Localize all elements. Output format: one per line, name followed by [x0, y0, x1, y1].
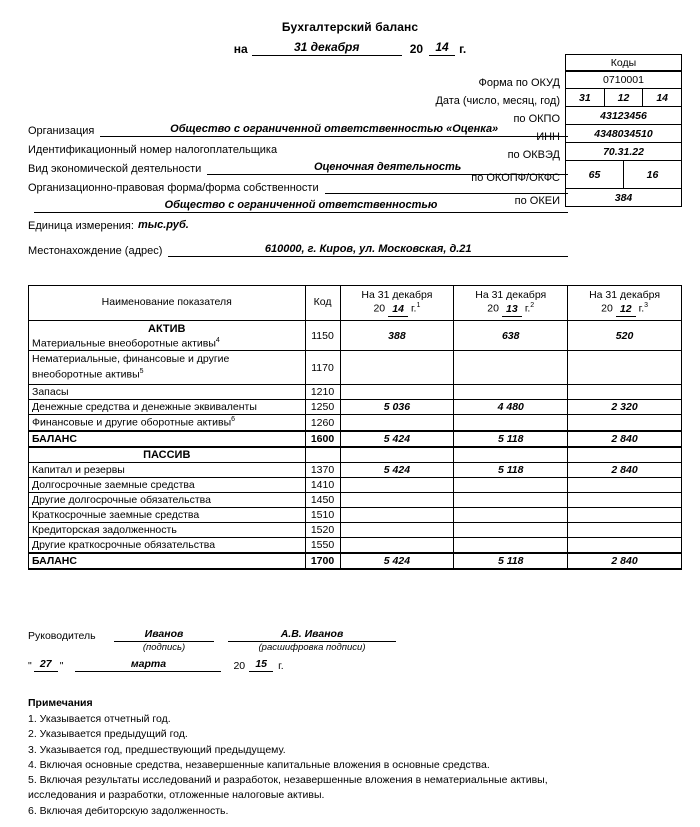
- signature-caption: (подпись): [142, 642, 186, 653]
- codes-row-okpo: [566, 106, 681, 124]
- table-row: [29, 492, 682, 507]
- row-value-2: 5 118: [454, 462, 568, 477]
- note-item: 2. Указывается предыдущий год.: [28, 728, 188, 741]
- row-value-1: [340, 477, 454, 492]
- row-value-3: 2 840: [568, 462, 682, 477]
- sign-year-value: 15: [249, 658, 273, 672]
- row-code: 1250: [305, 400, 340, 415]
- header-col3: [568, 286, 682, 321]
- row-value-1: 5 424: [340, 462, 454, 477]
- row-name: [29, 477, 306, 492]
- date-day-value: 31: [578, 91, 591, 104]
- row-value-3: 520: [568, 320, 682, 351]
- row-value-2: [454, 477, 568, 492]
- taxpayer-id-label: Идентификационный номер налогоплательщика: [28, 144, 278, 156]
- table-row: [29, 522, 682, 537]
- note-item: 4. Включая основные средства, незавершенные капитальные вложения в основные средства.: [28, 758, 490, 771]
- row-value-1: [340, 537, 454, 553]
- note-item: 3. Указывается год, предшествующий предыдущему.: [28, 743, 286, 756]
- table-row: [29, 415, 682, 431]
- row-name: [29, 537, 306, 553]
- row-code: [305, 447, 340, 463]
- table-row: [29, 537, 682, 553]
- header-col3-year: 12: [616, 303, 636, 317]
- row-code: 1410: [305, 477, 340, 492]
- row-value-2: [454, 492, 568, 507]
- row-name: [29, 415, 306, 431]
- codes-row-date: [566, 88, 681, 106]
- row-name-text: Запасы: [32, 386, 69, 399]
- header-col2-prefix: 20: [487, 302, 499, 315]
- row-value-3: 2 840: [568, 431, 682, 447]
- table-row: [29, 553, 682, 569]
- report-year-value: 14: [429, 40, 455, 56]
- header-col2-suffix: г.: [524, 302, 531, 315]
- header-col1: [340, 286, 454, 321]
- notes-title: Примечания: [28, 697, 93, 709]
- row-name-text: Долгосрочные заемные средства: [32, 478, 195, 491]
- inn-label: ИНН: [536, 131, 560, 143]
- row-value-1: [340, 522, 454, 537]
- okopf-value: 65: [588, 168, 601, 181]
- address-line: [28, 238, 568, 257]
- table-row: [29, 507, 682, 522]
- name-caption: (расшифровка подписи): [258, 642, 366, 653]
- row-code: 1700: [305, 553, 340, 569]
- table-row: [29, 400, 682, 415]
- activity-line: [28, 156, 568, 175]
- row-name-text: БАЛАНС: [32, 554, 77, 567]
- row-value-3: [568, 477, 682, 492]
- codes-row-okopf: [566, 160, 681, 188]
- signature-date-row: [28, 658, 448, 672]
- row-value-3: [568, 507, 682, 522]
- note-item: исследования и разработки, отложенные налоговые активы.: [28, 789, 325, 802]
- row-value-3: [568, 415, 682, 431]
- row-value-3: [568, 385, 682, 400]
- signature-captions: [28, 642, 448, 653]
- quote-open: ": [28, 660, 32, 672]
- row-value-1: [340, 351, 454, 385]
- header-col2-footnote: 2: [530, 302, 535, 310]
- table-row: [29, 385, 682, 400]
- row-name-text: Другие долгосрочные обязательства: [32, 493, 211, 506]
- row-name: [29, 492, 306, 507]
- row-code: 1150: [305, 320, 340, 351]
- row-footnote-marker: 6: [231, 416, 236, 424]
- okpo-value: 43123456: [600, 109, 647, 122]
- row-value-2: [454, 415, 568, 431]
- header-col1-prefix: 20: [373, 302, 386, 315]
- row-name-text: Денежные средства и денежные эквиваленты: [32, 401, 257, 414]
- note-item: 1. Указывается отчетный год.: [28, 713, 171, 726]
- row-name: [29, 351, 306, 385]
- taxpayer-id-line: [28, 137, 568, 156]
- legal-form-value-line: [28, 194, 568, 213]
- row-name: [29, 385, 306, 400]
- sign-day-value: 27: [34, 658, 58, 672]
- header-col3-footnote: 3: [644, 302, 649, 310]
- row-code: 1550: [305, 537, 340, 553]
- row-code: 1210: [305, 385, 340, 400]
- year-suffix-label: г.: [459, 42, 467, 56]
- okei-label: по ОКЕИ: [514, 195, 560, 207]
- row-value-1: 5 036: [340, 400, 454, 415]
- table-row: [29, 431, 682, 447]
- role-label: Руководитель: [28, 630, 96, 642]
- row-name-text: Капитал и резервы: [32, 463, 125, 476]
- balance-table: [28, 285, 682, 570]
- row-value-2: 5 118: [454, 553, 568, 569]
- row-code: 1510: [305, 507, 340, 522]
- row-name-text: Нематериальные, финансовые и другие внеоборотные активы: [32, 353, 230, 381]
- row-code: 1520: [305, 522, 340, 537]
- quote-close: ": [59, 660, 64, 672]
- header-col3-line1: На 31 декабря: [589, 289, 661, 301]
- codes-row-okei: [566, 188, 681, 206]
- codes-row-okud: [566, 71, 681, 88]
- organization-info: [28, 118, 568, 257]
- row-code: 1370: [305, 462, 340, 477]
- sign-month-value: марта: [75, 658, 221, 672]
- row-code: 1600: [305, 431, 340, 447]
- note-item: 6. Включая дебиторскую задолженность.: [28, 804, 229, 817]
- row-name-text: Краткосрочные заемные средства: [32, 508, 200, 521]
- sign-year-prefix: 20: [233, 660, 246, 672]
- address-label: Местонахождение (адрес): [28, 245, 163, 257]
- unit-value: тыс.руб.: [137, 219, 189, 231]
- header-col3-suffix: г.: [638, 302, 645, 315]
- signature-row: [28, 628, 448, 642]
- row-name: [29, 336, 306, 351]
- row-name-text: Материальные внеоборотные активы: [32, 337, 216, 350]
- header-col2: [454, 286, 568, 321]
- date-year-value: 14: [642, 89, 681, 106]
- row-value-3: [568, 522, 682, 537]
- row-value-1: [340, 492, 454, 507]
- okved-value: 70.31.22: [603, 145, 644, 158]
- header-col1-line1: На 31 декабря: [361, 289, 433, 301]
- date-label: Дата (число, месяц, год): [435, 95, 560, 107]
- row-value-2: [454, 447, 568, 463]
- activity-label: Вид экономической деятельности: [28, 163, 202, 175]
- row-value-2: [454, 385, 568, 400]
- okved-label: по ОКВЭД: [507, 149, 560, 161]
- row-name-text: Финансовые и другие оборотные активы: [32, 416, 232, 429]
- row-name: [29, 507, 306, 522]
- row-value-3: [568, 447, 682, 463]
- notes-block: [28, 696, 668, 819]
- year-prefix-label: 20: [409, 42, 424, 56]
- row-value-2: [454, 507, 568, 522]
- legal-form-value: Общество с ограниченной ответственностью: [34, 199, 568, 213]
- header-col3-prefix: 20: [601, 302, 613, 315]
- table-header-row: [29, 286, 682, 321]
- row-value-2: [454, 351, 568, 385]
- header-col2-year: 13: [502, 303, 522, 317]
- codes-row-okved: [566, 142, 681, 160]
- okfs-value: 16: [623, 161, 681, 188]
- table-body: [29, 320, 682, 569]
- table-row: [29, 447, 682, 463]
- liability-section-cell: ПАССИВ: [29, 447, 306, 463]
- asset-section-cell: АКТИВ: [29, 320, 306, 336]
- date-month-value: 12: [604, 89, 643, 106]
- sign-year-suffix: г.: [278, 660, 284, 672]
- header-col2-line1: На 31 декабря: [475, 289, 547, 301]
- codes-caption: Коды: [565, 54, 682, 71]
- row-value-3: [568, 351, 682, 385]
- row-code: 1170: [305, 351, 340, 385]
- row-name-text: БАЛАНС: [32, 432, 77, 445]
- unit-line: [28, 213, 568, 232]
- signer-name-value: А.В. Иванов: [228, 628, 396, 642]
- header-name: Наименование показателя: [29, 286, 306, 321]
- row-value-3: 2 840: [568, 553, 682, 569]
- note-item: 5. Включая результаты исследований и разработок, незавершенные вложения в нематериальные активы,: [28, 774, 548, 787]
- row-footnote-marker: 4: [215, 336, 220, 344]
- okopf-label: по ОКОПФ/ОКФС: [471, 172, 560, 184]
- unit-label: Единица измерения:: [28, 220, 134, 232]
- row-value-2: [454, 537, 568, 553]
- row-code: 1450: [305, 492, 340, 507]
- table-row: [29, 462, 682, 477]
- row-value-3: [568, 492, 682, 507]
- organization-value: Общество с ограниченной ответственностью «Оценка»: [100, 123, 568, 137]
- row-name: [29, 522, 306, 537]
- signature-block: [28, 628, 448, 672]
- codes-row-inn: [566, 124, 681, 142]
- signature-value: Иванов: [114, 628, 214, 642]
- address-value: 610000, г. Киров, ул. Московская, д.21: [168, 243, 568, 257]
- row-value-2: 4 480: [454, 400, 568, 415]
- table-row: [29, 477, 682, 492]
- row-value-3: [568, 537, 682, 553]
- row-footnote-marker: 5: [139, 368, 144, 375]
- row-value-1: [340, 507, 454, 522]
- okei-value: 384: [614, 191, 633, 204]
- row-value-1: 5 424: [340, 431, 454, 447]
- row-name-text: Кредиторская задолженность: [32, 523, 177, 536]
- row-name: [29, 553, 306, 569]
- report-date-value: 31 декабря: [252, 40, 402, 56]
- inn-value: 4348034510: [594, 127, 653, 140]
- okud-label: Форма по ОКУД: [478, 77, 560, 89]
- codes-box: [565, 71, 682, 207]
- row-name: [29, 431, 306, 447]
- table-row: [29, 351, 682, 385]
- header-col1-year: 14: [388, 303, 408, 317]
- legal-form-label: Организационно-правовая форма/форма собственности: [28, 182, 319, 194]
- row-value-3: 2 320: [568, 400, 682, 415]
- notes-list: [28, 712, 668, 819]
- row-name-text: Другие краткосрочные обязательства: [32, 538, 216, 551]
- header-col1-suffix: г.: [411, 302, 417, 315]
- header-col1-footnote: 1: [416, 302, 421, 310]
- row-code: 1260: [305, 415, 340, 431]
- row-value-2: 5 118: [454, 431, 568, 447]
- legal-form-rule: [325, 193, 568, 194]
- activity-value: Оценочная деятельность: [207, 161, 568, 175]
- row-value-2: 638: [454, 320, 568, 351]
- page-title: Бухгалтерский баланс: [281, 20, 419, 34]
- row-name: [29, 400, 306, 415]
- okpo-label: по ОКПО: [513, 113, 560, 125]
- header-code: Код: [305, 286, 340, 321]
- row-value-1: 5 424: [340, 553, 454, 569]
- okud-value: 0710001: [603, 74, 644, 86]
- row-value-1: [340, 415, 454, 431]
- table-row: [29, 320, 682, 336]
- row-value-1: [340, 385, 454, 400]
- row-value-1: 388: [340, 320, 454, 351]
- row-value-2: [454, 522, 568, 537]
- row-name: [29, 462, 306, 477]
- organization-line: [28, 118, 568, 137]
- date-prefix-label: на: [233, 42, 248, 56]
- legal-form-label-line: [28, 175, 568, 194]
- organization-label: Организация: [28, 125, 95, 137]
- row-value-1: [340, 447, 454, 463]
